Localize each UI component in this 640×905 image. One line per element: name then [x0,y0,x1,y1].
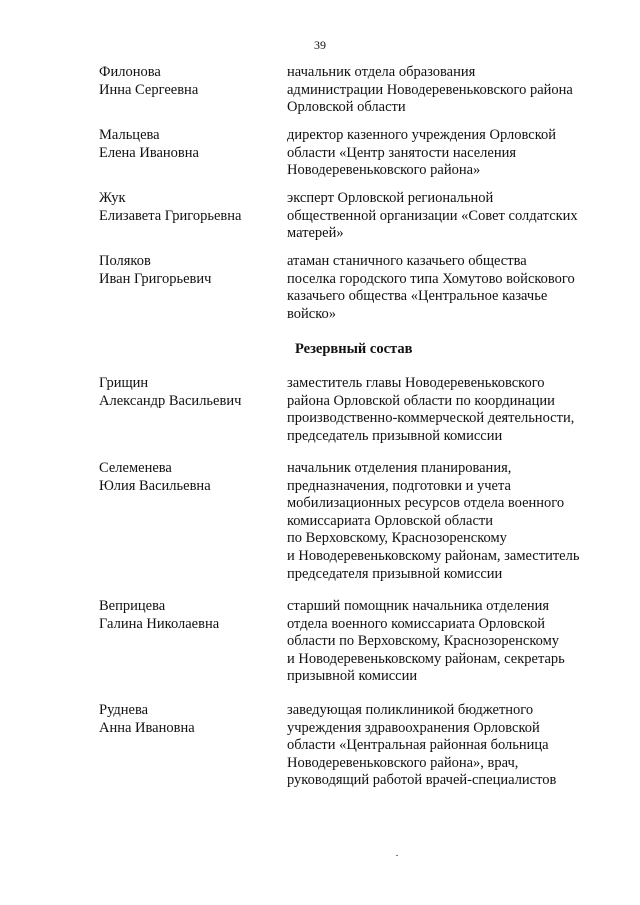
member-name: Веприцева Галина Николаевна [99,598,220,632]
member-role: атаман станичного казачьего общества поселка городского типа Хомутово войскового казачьего общества «Центральное казачье войско» [287,253,575,322]
member-name: Жук Елизавета Григорьевна [99,190,242,224]
member-role: заведующая поликлиникой бюджетного учреждения здравоохранения Орловской области «Центральная районная больница Новодеревеньковского района», врач, руководящий работой врачей-специалистов [287,702,557,789]
member-role: начальник отдела образования администрации Новодеревеньковского района Орловской области [287,64,573,116]
member-role: старший помощник начальника отделения отдела военного комиссариата Орловской области по Верховскому, Краснозоренскому и Новодеревеньковскому районам, секретарь призывной комиссии [287,598,565,685]
member-role: заместитель главы Новодеревеньковского района Орловской области по координации производственно-коммерческой деятельности, председатель призывной комиссии [287,375,575,444]
member-name: Поляков Иван Григорьевич [99,253,212,287]
member-role: директор казенного учреждения Орловской области «Центр занятости населения Новодеревеньковского района» [287,127,557,179]
scan-speck [396,855,398,856]
member-role: начальник отделения планирования, предназначения, подготовки и учета мобилизационных ресурсов отдела военного комиссариата Орловской области по Верховскому, Краснозоренскому и Новодеревеньковскому районам, заместитель председателя призывной комиссии [287,460,580,582]
member-name: Филонова Инна Сергеевна [99,64,199,98]
member-name: Селеменева Юлия Васильевна [99,460,211,494]
member-name: Руднева Анна Ивановна [99,702,195,736]
member-name: Мальцева Елена Ивановна [99,127,199,161]
reserve-section-heading: Резервный состав [295,341,413,357]
member-role: эксперт Орловской региональной общественной организации «Совет солдатских матерей» [287,190,578,242]
member-name: Грищин Александр Васильевич [99,375,242,409]
page-number: 39 [314,38,326,52]
